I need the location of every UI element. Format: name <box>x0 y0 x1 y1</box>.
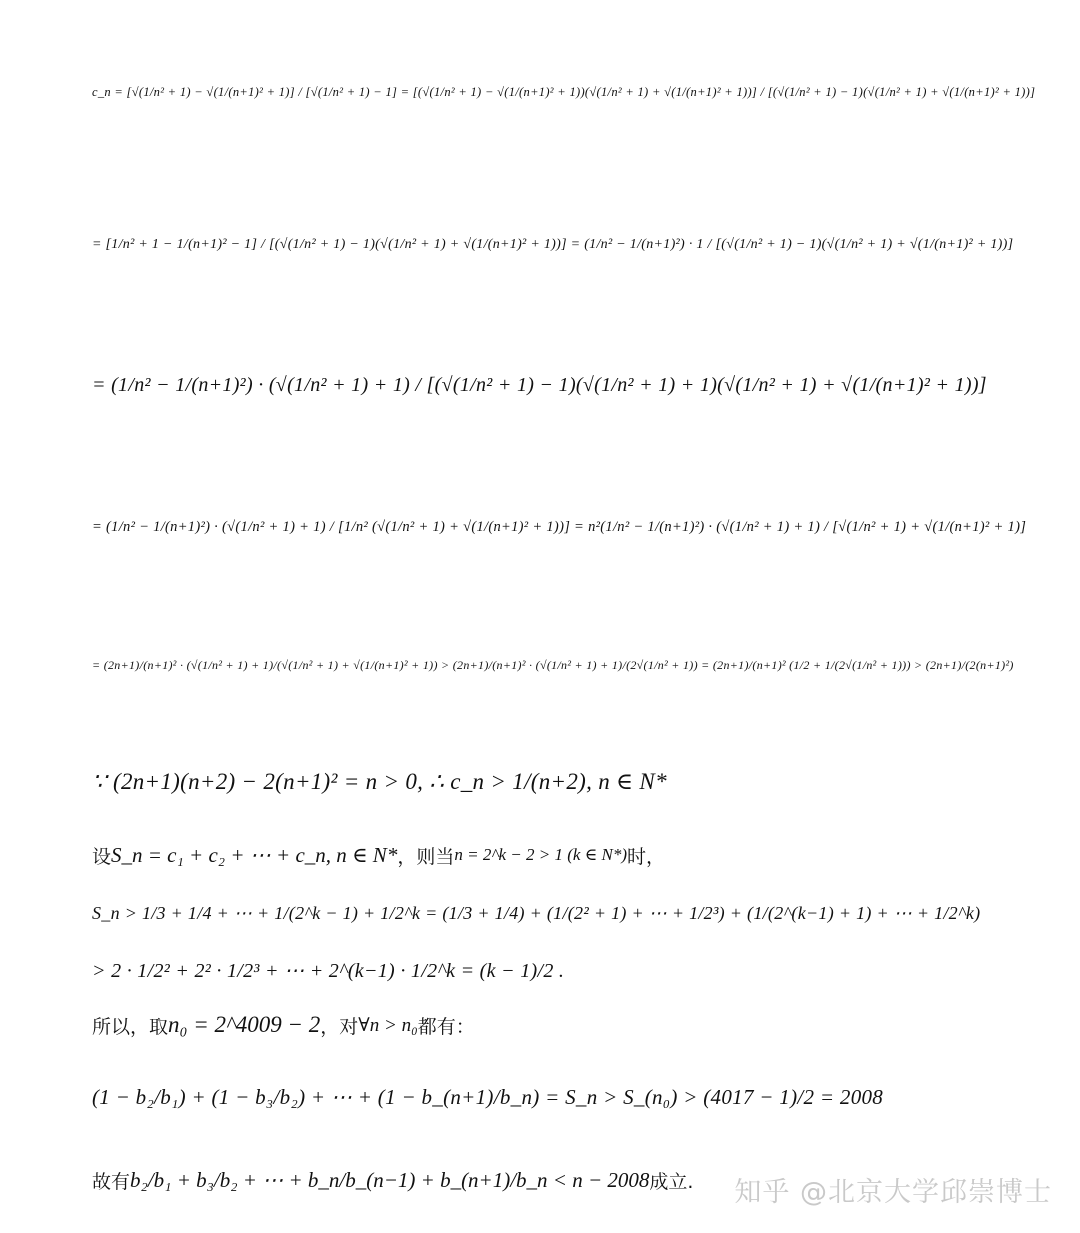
formula: b₂/b₁ + b₃/b₂ + ⋯ + b_n/b_(n−1) + b_(n+1)/b_n < n − 2008 <box>130 1167 650 1192</box>
formula: S_n = c₁ + c₂ + ⋯ + c_n, n ∈ N* <box>111 842 398 867</box>
formula: = (2n+1)/(n+1)² · (√(1/n² + 1) + 1)/(√(1/n² + 1) + √(1/(n+1)² + 1)) > (2n+1)/(n+1)² · (√(1/n² + 1) + 1)/(2√(1/n² + 1)) = (2n+1)/(n+1)² (1/2 + 1/(2√(1/n² + 1))) > (2n+1)/(2(n+1)²) <box>92 657 1014 672</box>
formula: n = 2^k − 2 > 1 (k ∈ N*) <box>454 845 628 864</box>
equation-line-3 <box>92 320 1040 450</box>
equation-line-6 <box>92 752 1040 812</box>
formula: = (1/n² − 1/(n+1)²) · (√(1/n² + 1) + 1) / [(√(1/n² + 1) − 1)(√(1/n² + 1) + 1)(√(1/n² + 1) + √(1/(n+1)² + 1))] <box>92 373 987 396</box>
equation-line-1 <box>92 22 1040 162</box>
text: 时， <box>627 845 666 868</box>
proof-line-9 <box>92 945 1040 995</box>
text: 故有 <box>92 1170 131 1193</box>
text: ，对 <box>320 1015 359 1038</box>
formula: S_n > 1/3 + 1/4 + ⋯ + 1/(2^k − 1) + 1/2^k = (1/3 + 1/4) + (1/(2² + 1) + ⋯ + 1/2³) + (1/(2^(k−1) + 1) + ⋯ + 1/2^k) <box>92 902 981 923</box>
watermark: 知乎 @北京大学邱崇博士 <box>734 1177 1052 1208</box>
formula: = [1/n² + 1 − 1/(n+1)² − 1] / [(√(1/n² + 1) − 1)(√(1/n² + 1) + √(1/(n+1)² + 1))] = (1/n² − 1/(n+1)²) · 1 / [(√(1/n² + 1) − 1)(√(1/n² + 1) + √(1/(n+1)² + 1))] <box>92 237 1014 252</box>
text: ，则当 <box>397 845 455 868</box>
formula: c_n = [√(1/n² + 1) − √(1/(n+1)² + 1)] / [√(1/n² + 1) − 1] = [(√(1/n² + 1) − √(1/(n+1)² + 1))(√(1/n² + 1) + √(1/(n+1)² + 1))] / [(√(1/n² + 1) − 1)(√(1/n² + 1) + √(1/(n+1)² + 1))] <box>92 84 1036 99</box>
formula: ∀n > n₀ <box>358 1014 418 1036</box>
formula: > 2 · 1/2² + 2² · 1/2³ + ⋯ + 2^(k−1) · 1/2^k = (k − 1)/2 . <box>92 959 565 982</box>
text: 成立. <box>649 1170 694 1193</box>
formula: ∵ (2n+1)(n+2) − 2(n+1)² = n > 0, ∴ c_n > 1/(n+2), n ∈ N* <box>92 769 667 794</box>
equation-line-2 <box>92 175 1040 315</box>
proof-line-8 <box>92 888 1040 938</box>
text: 都有： <box>417 1015 475 1038</box>
equation-line-4 <box>92 462 1040 592</box>
equation-line-5 <box>92 610 1040 720</box>
text: 设 <box>92 845 112 868</box>
proof-line-7 <box>92 835 1040 875</box>
formula: n₀ = 2^4009 − 2 <box>168 1012 321 1037</box>
formula: = (1/n² − 1/(n+1)²) · (√(1/n² + 1) + 1) / [1/n² (√(1/n² + 1) + √(1/(n+1)² + 1))] = n²(1/n² − 1/(n+1)²) · (√(1/n² + 1) + 1) / [√(1/n² + 1) + √(1/(n+1)² + 1)] <box>92 518 1027 535</box>
formula: (1 − b₂/b₁) + (1 − b₃/b₂) + ⋯ + (1 − b_(n+1)/b_n) = S_n > S_(n₀) > (4017 − 1)/2 = 2008 <box>92 1084 884 1109</box>
proof-line-11 <box>92 1062 1040 1132</box>
proof-line-10 <box>92 1005 1040 1045</box>
text: 所以，取 <box>92 1015 169 1038</box>
